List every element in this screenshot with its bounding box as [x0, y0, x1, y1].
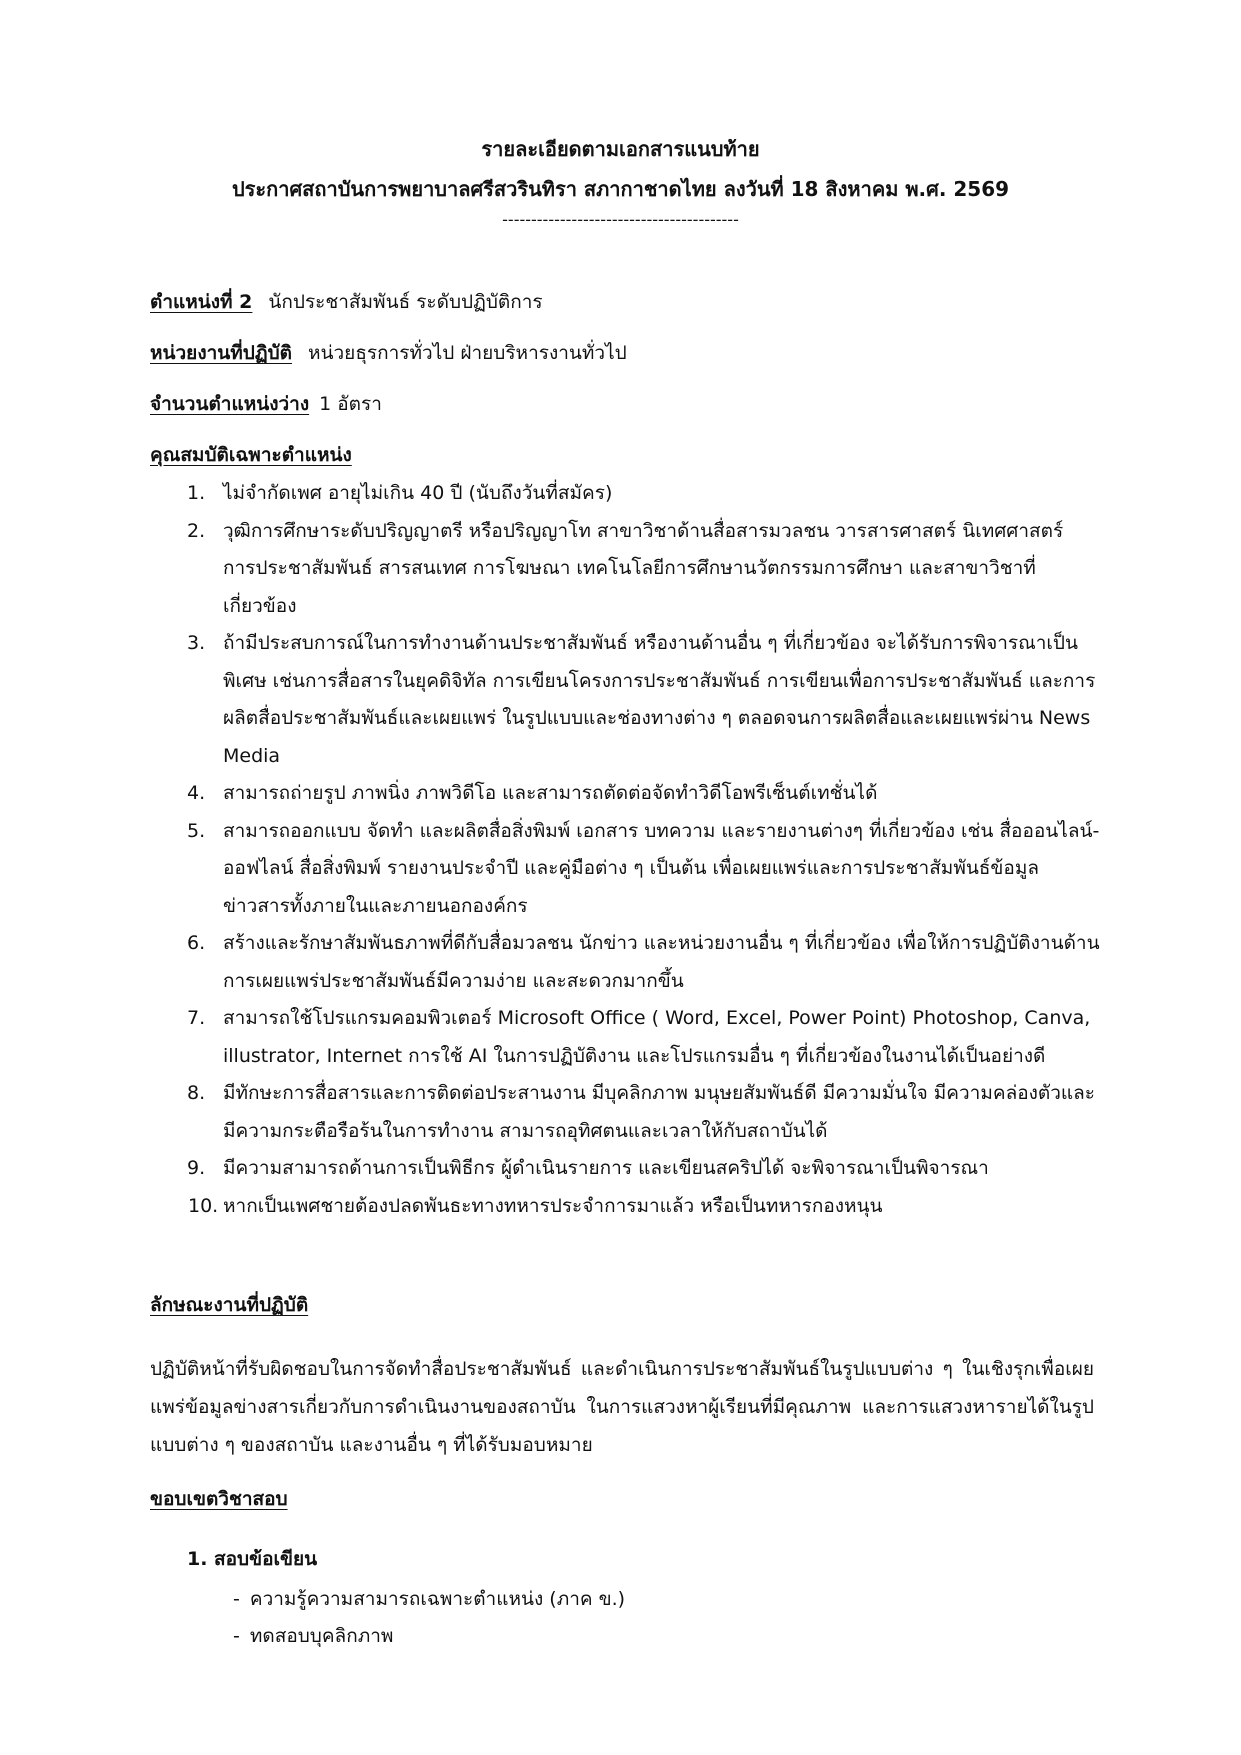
list-item: 5. สามารถออกแบบ จัดทำ และผลิตสื่อสิ่งพิมพ์ เอกสาร บทความ และรายงานต่างๆ ที่เกี่ยวข้อง เช่น สื่อออนไลน์-ออฟไลน์ สื่อสิ่งพิมพ์ รายงานประจำปี และคู่มือต่าง ๆ เป็นต้น เพื่อเผยแพร่และการประชาสัมพันธ์ข้อมูลข่าวสารทั้งภายในและภายนอกองค์กร — [187, 819, 1100, 917]
list-item: 6. สร้างและรักษาสัมพันธภาพที่ดีกับสื่อมวลชน นักข่าว และหน่วยงานอื่น ๆ ที่เกี่ยวข้อง เพื่อให้การปฏิบัติงานด้านการเผยแพร่ประชาสัมพันธ์มีความง่าย และสะดวกมากขึ้น — [187, 932, 1100, 992]
vacancy-label: จำนวนตำแหน่งว่าง — [150, 393, 310, 415]
duties-paragraph: ปฏิบัติหน้าที่รับผิดชอบในการจัดทำสื่อประชาสัมพันธ์ และดำเนินการประชาสัมพันธ์ในรูปแบบต่าง ๆ ในเชิงรุกเพื่อเผยแพร่ข้อมูลข่างสารเกี่ยวกับการดำเนินงานของสถาบัน ในการแสวงหาผู้เรียนที่มีคุณภาพ และการแสวงหารายได้ในรูปแบบต่าง ๆ ของสถาบัน และงานอื่น ๆ ที่ได้รับมอบหมาย — [150, 1358, 1094, 1456]
unit-label: หน่วยงานที่ปฏิบัติ — [150, 342, 292, 364]
list-item: 4. สามารถถ่ายรูป ภาพนิ่ง ภาพวิดีโอ และสามารถตัดต่อจัดทำวิดีโอพรีเซ็นต์เทชั่นได้ — [187, 782, 878, 804]
list-item: 10. หากเป็นเพศชายต้องปลดพันธะทางทหารประจำการมาแล้ว หรือเป็นทหารกองหนุน — [188, 1194, 883, 1217]
list-item: - ความรู้ความสามารถเฉพาะตำแหน่ง (ภาค ข.) — [233, 1588, 626, 1610]
vacancy-value: 1 อัตรา — [319, 393, 382, 415]
unit-value: หน่วยธุรการทั่วไป ฝ่ายบริหารงานทั่วไป — [308, 342, 627, 364]
vacancy-row — [150, 389, 382, 419]
position-value: นักประชาสัมพันธ์ ระดับปฏิบัติการ — [268, 291, 543, 313]
list-item: 3. ถ้ามีประสบการณ์ในการทำงานด้านประชาสัมพันธ์ หรืองานด้านอื่น ๆ ที่เกี่ยวข้อง จะได้รับการพิจารณาเป็นพิเศษ เช่นการสื่อสารในยุคดิจิทัล การเขียนโครงการประชาสัมพันธ์ การเขียนเพื่อการประชาสัมพันธ์ และการผลิตสื่อประชาสัมพันธ์และเผยแพร่ ในรูปแบบและช่องทางต่าง ๆ ตลอดจนการผลิตสื่อและเผยแพร่ผ่าน News Media — [187, 632, 1096, 767]
position-row — [150, 287, 543, 317]
exam-subheading: 1. สอบข้อเขียน — [187, 1548, 318, 1570]
exam-heading: ขอบเขตวิชาสอบ — [150, 1488, 288, 1510]
doc-title: รายละเอียดตามเอกสารแนบท้าย — [481, 137, 760, 161]
position-label: ตำแหน่งที่ 2 — [150, 291, 253, 313]
separator-line: ----------------------------------------- — [502, 210, 739, 229]
unit-row — [150, 338, 627, 368]
exam-list — [233, 1581, 625, 1655]
qualifications-heading: คุณสมบัติเฉพาะตำแหน่ง — [150, 444, 352, 466]
qualifications-list — [150, 475, 1100, 1225]
list-item: - ทดสอบบุคลิกภาพ — [233, 1625, 394, 1647]
doc-subtitle: ประกาศสถาบันการพยาบาลศรีสวรินทิรา สภากาชาดไทย ลงวันที่ 18 สิงหาคม พ.ศ. 2569 — [231, 177, 1010, 201]
list-item: 8. มีทักษะการสื่อสารและการติดต่อประสานงาน มีบุคลิกภาพ มนุษยสัมพันธ์ดี มีความมั่นใจ มีความคล่องตัวและมีความกระตือรือร้นในการทำงาน สามารถอุทิศตนและเวลาให้กับสถาบันได้ — [187, 1082, 1096, 1142]
list-item: 2. วุฒิการศึกษาระดับปริญญาตรี หรือปริญญาโท สาขาวิชาด้านสื่อสารมวลชน วารสารศาสตร์ นิเทศศาสตร์ การประชาสัมพันธ์ สารสนเทศ การโฆษณา เทคโนโลยีการศึกษานวัตกรรมการศึกษา และสาขาวิชาที่เกี่ยวข้อง — [187, 519, 1064, 617]
list-item: 9. มีความสามารถด้านการเป็นพิธีกร ผู้ดำเนินรายการ และเขียนสคริปได้ จะพิจารณาเป็นพิจารณา — [187, 1157, 989, 1179]
list-item: 1. ไม่จำกัดเพศ อายุไม่เกิน 40 ปี (นับถึงวันที่สมัคร) — [187, 482, 613, 504]
duties-heading: ลักษณะงานที่ปฏิบัติ — [150, 1294, 309, 1316]
list-item: 7. สามารถใช้โปรแกรมคอมพิวเตอร์ Microsoft Office ( Word, Excel, Power Point) Photoshop, Canva, illustrator, Internet การใช้ AI ในการปฏิบัติงาน และโปรแกรมอื่น ๆ ที่เกี่ยวข้องในงานได้เป็นอย่างดี — [187, 1007, 1091, 1067]
